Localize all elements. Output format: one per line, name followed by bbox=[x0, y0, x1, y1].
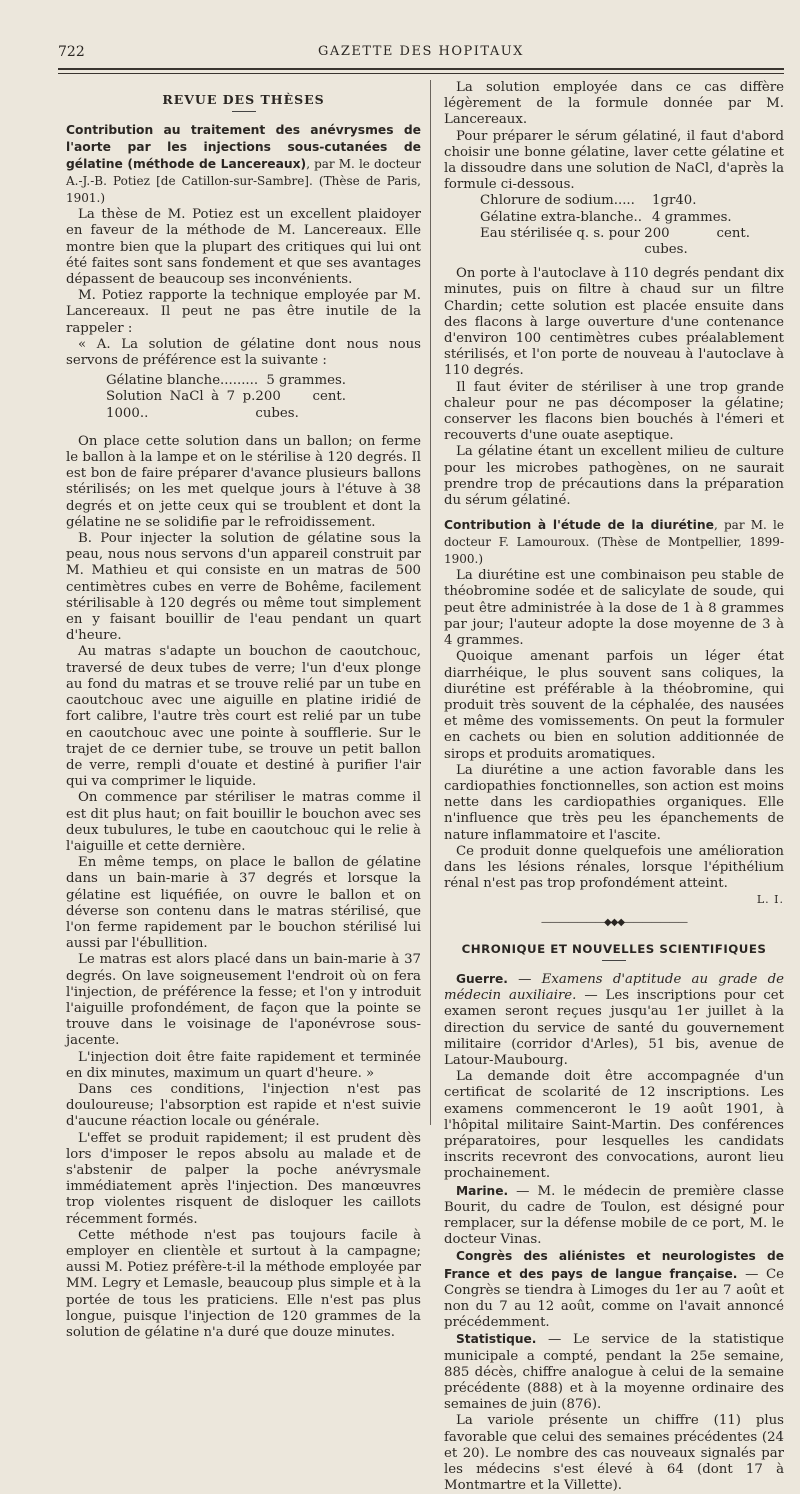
thesis-reference-details: , par M. le docteur F. Lamouroux. (Thèse de Montpellier, 1899-1900.) bbox=[444, 518, 784, 567]
section-rule bbox=[232, 111, 256, 112]
paragraph: La thèse de M. Potiez est un excellent plaidoyer en faveur de la méthode de M. Lancereaux. Elle montre bien que la plupart des critiques qui lui ont été faites sont sans fondement et que ses avantages dépassent de beaucoup ses inconvénients. bbox=[66, 207, 421, 288]
news-item-text: — Ce Congrès se tiendra à Limoges du 1er au 7 août et non du 7 au 12 août, comme on l'avait annoncé précédemment. bbox=[444, 1266, 784, 1331]
paragraph: Le matras est alors placé dans un bain-marie à 37 degrés. On lave soigneusement l'endroit où on fera l'injection, de préférence la fesse; et l'on y introduit l'aiguille profondément, de façon que la pointe se trouve dans le voisinage de l'aponévrose sous-jacente. bbox=[66, 952, 421, 1049]
recipe-row bbox=[480, 226, 750, 258]
news-item-lead: Statistique. bbox=[456, 1332, 537, 1347]
paragraph: Cette méthode n'est pas toujours facile à employer en clientèle et surtout à la campagne; aussi M. Potiez préfère-t-il la méthode employée par MM. Legry et Lemasle, beaucoup plus simple et à la portée de tous les praticiens. Elle n'est pas plus longue, puisque l'injection de 120 grammes de la solution de gélatine n'a duré que douze minutes. bbox=[66, 1227, 421, 1341]
recipe-ingredient: Solution NaCl à 7 p. 1000.. bbox=[106, 389, 256, 421]
news-item: La demande doit être accompagnée d'un certificat de scolarité de 12 inscriptions. Les examens commenceront le 19 août 1901, à l'hôpital militaire Saint-Martin. Des conférences préparatoires, pour lesquelles les candidats inscrits recevront des convocations, auront lieu prochainement. bbox=[444, 1069, 784, 1182]
paragraph: On porte à l'autoclave à 110 degrés pendant dix minutes, puis on filtre à chaud sur un filtre Chardin; cette solution est placée ensuite dans des flacons à large ouverture d'une contenance d'environ 100 centimètres cubes préalablement stérilisés, et l'on porte de nouveau à l'autoclave à 110 degrés. bbox=[444, 266, 784, 379]
recipe-quantity: 200 cent. cubes. bbox=[644, 225, 750, 258]
recipe-quantity: 5 grammes. bbox=[266, 373, 346, 389]
recipe-quantity: 4 grammes. bbox=[652, 209, 732, 225]
news-item bbox=[444, 1331, 784, 1413]
recipe-row bbox=[106, 389, 346, 421]
thesis-reference-title: Contribution au traitement des anévrysmes de l'aorte par les injections sous-cutanées de gélatine (méthode de Lancereaux) bbox=[66, 123, 421, 172]
paragraph: La solution employée dans ce cas diffère légèrement de la formule donnée par M. Lancereaux. bbox=[444, 80, 784, 128]
right-column bbox=[444, 80, 784, 1494]
header-rule-thick bbox=[58, 68, 784, 70]
ornament-divider: ———————◆◆◆——————— bbox=[540, 916, 688, 928]
news-item: La variole présente un chiffre (11) plus favorable que celui des semaines précédentes (24 et 20). Le nombre des cas nouveaux signalés par les médecins s'est élevé à 64 (dont 17 à Montmartre et la Villette). bbox=[444, 1413, 784, 1494]
thesis-reference-title: Contribution à l'étude de la diurétine bbox=[444, 518, 714, 533]
column-divider bbox=[430, 80, 431, 1125]
paragraph: On place cette solution dans un ballon; on ferme le ballon à la lampe et on le stérilise à 120 degrés. Il est bon de faire préparer d'avance plusieurs ballons stérilisés; on les met quelque jours à l'étuve à 38 degrés et on jette ceux qui se troublent et dont la gélatine ne se solidifie par le refroidissement. bbox=[66, 433, 421, 530]
paragraph: On commence par stériliser le matras comme il est dit plus haut; on fait bouillir le bouchon avec ses deux tubulures, le tube en caoutchouc qui le relie à l'aiguille et cette dernière. bbox=[66, 790, 421, 854]
paragraph: Pour préparer le sérum gélatiné, il faut d'abord choisir une bonne gélatine, laver cette gélatine et la dissoudre dans une solution de NaCl, d'après la formule ci-dessous. bbox=[444, 128, 784, 193]
spacer bbox=[444, 509, 784, 517]
news-item-text: — Les inscriptions pour cet examen seront reçues jusqu'au 1er juillet à la direction du service de santé du gouvernement militaire (corridor d'Arles), 51 bis, avenue de Latour-Maubourg. bbox=[444, 988, 784, 1068]
paragraph: La gélatine étant un excellent milieu de culture pour les microbes pathogènes, on ne saurait prendre trop de précautions dans la préparation du sérum gélatiné. bbox=[444, 444, 784, 509]
section-rule bbox=[602, 960, 626, 961]
news-item bbox=[444, 1183, 784, 1249]
paragraph: La diurétine a une action favorable dans les cardiopathies fonctionnelles, son action est moins nette dans les cardiopathies organiques. Elle n'influence que très peu les épanchements de nature inflammatoire et l'ascite. bbox=[444, 762, 784, 843]
thesis-reference-details: , par M. le docteur A.-J.-B. Potiez [de Catillon-sur-Sambre]. (Thèse de Paris, 1901.) bbox=[66, 157, 421, 206]
paragraph: Il faut éviter de stériliser à une trop grande chaleur pour ne pas décomposer la gélatine; conserver les flacons bien bouchés à l'émeri et recouverts d'une ouate aseptique. bbox=[444, 379, 784, 444]
news-item-lead: Guerre. bbox=[456, 971, 508, 986]
recipe-row bbox=[106, 373, 346, 389]
paragraph: « A. La solution de gélatine dont nous nous servons de préférence est la suivante : bbox=[66, 336, 421, 369]
recipe-row bbox=[480, 193, 750, 209]
paragraph: L'effet se produit rapidement; il est prudent dès lors d'imposer le repos absolu au malade et de s'abstenir de palper la poche anévrysmale immédiatement après l'injection. Des manœuvres trop violentes risquent de disloquer les caillots récemment formés. bbox=[66, 1130, 421, 1227]
section-title: REVUE DES THÈSES bbox=[162, 92, 325, 107]
recipe-table bbox=[106, 373, 346, 422]
paragraph: Quoique amenant parfois un léger état diarrhéique, le plus souvent sans coliques, la diurétine est préférable à la théobromine, qui produit très souvent de la céphalée, des nausées et même des vomissements. On peut la formuler en cachets ou bien en solution additionnée de sirops et produits aromatiques. bbox=[444, 649, 784, 762]
paragraph: En même temps, on place le ballon de gélatine dans un bain-marie à 37 degrés et lorsque la gélatine est liquéfiée, on ouvre le ballon et on déverse son contenu dans le matras stérilisé, que l'on ferme rapidement par le bouchon stérilisé lui aussi par l'ébullition. bbox=[66, 855, 421, 952]
recipe-table bbox=[480, 193, 750, 258]
page-number: 722 bbox=[58, 44, 85, 60]
news-item: Guerre. — Examens d'aptitude au grade de médecin auxiliaire. — Les inscriptions pour cet examen seront reçues jusqu'au 1er juillet à la direction du service de santé du gouvernement militaire (corridor d'Arles), 51 bis, avenue de Latour-Maubourg. bbox=[444, 971, 784, 1068]
thesis-reference bbox=[444, 517, 784, 568]
paragraph: La diurétine est une combinaison peu stable de théobromine sodée et de salicylate de soude, qui peut être administrée à la dose de 1 à 8 grammes par jour; l'auteur adopte la dose moyenne de 3 à 4 grammes. bbox=[444, 568, 784, 649]
header-rule-thin bbox=[58, 73, 784, 74]
recipe-ingredient: Chlorure de sodium..... bbox=[480, 193, 635, 209]
news-item-text: — Le service de la statistique municipale a compté, pendant la 25e semaine, 885 décès, chiffre analogue à celui de la semaine précédente (888) et à la moyenne ordinaire des semaines de juin (876). bbox=[444, 1332, 784, 1413]
paragraph: M. Potiez rapporte la technique employée par M. Lancereaux. Il peut ne pas être inutile de la rappeler : bbox=[66, 288, 421, 336]
recipe-quantity: 1gr40. bbox=[652, 193, 697, 209]
news-item-text: — M. le médecin de première classe Bourit, du cadre de Toulon, est désigné pour remplacer, sur la défense mobile de ce port, M. le docteur Vinas. bbox=[444, 1183, 784, 1248]
recipe-ingredient: Eau stérilisée q. s. pour bbox=[480, 225, 641, 241]
left-column bbox=[66, 80, 421, 1341]
news-item-lead: Congrès des aliénistes et neurologistes de France et des pays de langue française. bbox=[444, 1249, 784, 1281]
paragraph: Ce produit donne quelquefois une amélioration dans les lésions rénales, lorsque l'épithélium rénal n'est pas trop profondément atteint. bbox=[444, 843, 784, 892]
news-item bbox=[444, 1248, 784, 1331]
recipe-ingredient: Gélatine extra-blanche.. bbox=[480, 209, 643, 225]
recipe-quantity: 200 cent. cubes. bbox=[255, 389, 346, 421]
recipe-ingredient: Gélatine blanche......... bbox=[106, 373, 259, 389]
thesis-reference bbox=[66, 122, 421, 207]
section-title: CHRONIQUE ET NOUVELLES SCIENTIFIQUES bbox=[461, 941, 767, 956]
paragraph: Au matras s'adapte un bouchon de caoutchouc, traversé de deux tubes de verre; l'un d'eux plonge au fond du matras et se trouve relié par un tube en caoutchouc avec une aiguille en platine iridié de fort calibre, l'autre très court est relié par un tube en caoutchouc avec une pointe à soufflerie. Sur le trajet de ce dernier tube, se trouve un petit ballon de verre, rempli d'ouate et destiné à purifier l'air qui va comprimer le liquide. bbox=[66, 644, 421, 790]
paragraph: Dans ces conditions, l'injection n'est pas douloureuse; l'absorption est rapide et n'est suivie d'aucune réaction locale ou générale. bbox=[66, 1081, 421, 1130]
journal-title: GAZETTE DES HOPITAUX bbox=[318, 44, 524, 59]
recipe-row bbox=[480, 210, 750, 226]
paragraph: L'injection doit être faite rapidement et terminée en dix minutes, maximum un quart d'heure. » bbox=[66, 1049, 421, 1081]
author-signature: L. I. bbox=[756, 893, 784, 907]
news-item-lead: Marine. bbox=[456, 1183, 509, 1198]
page-header bbox=[58, 44, 784, 64]
paragraph: B. Pour injecter la solution de gélatine sous la peau, nous nous servons d'un appareil construit par M. Mathieu et qui consiste en un matras de 500 centimètres cubes en verre de Bohême, facilement stérilisable à 120 degrés ou même tout simplement en y faisant bouillir de l'eau pendant un quart d'heure. bbox=[66, 531, 421, 644]
news-item-subtitle: Examens d'aptitude au grade de médecin auxiliaire. bbox=[444, 971, 784, 1004]
